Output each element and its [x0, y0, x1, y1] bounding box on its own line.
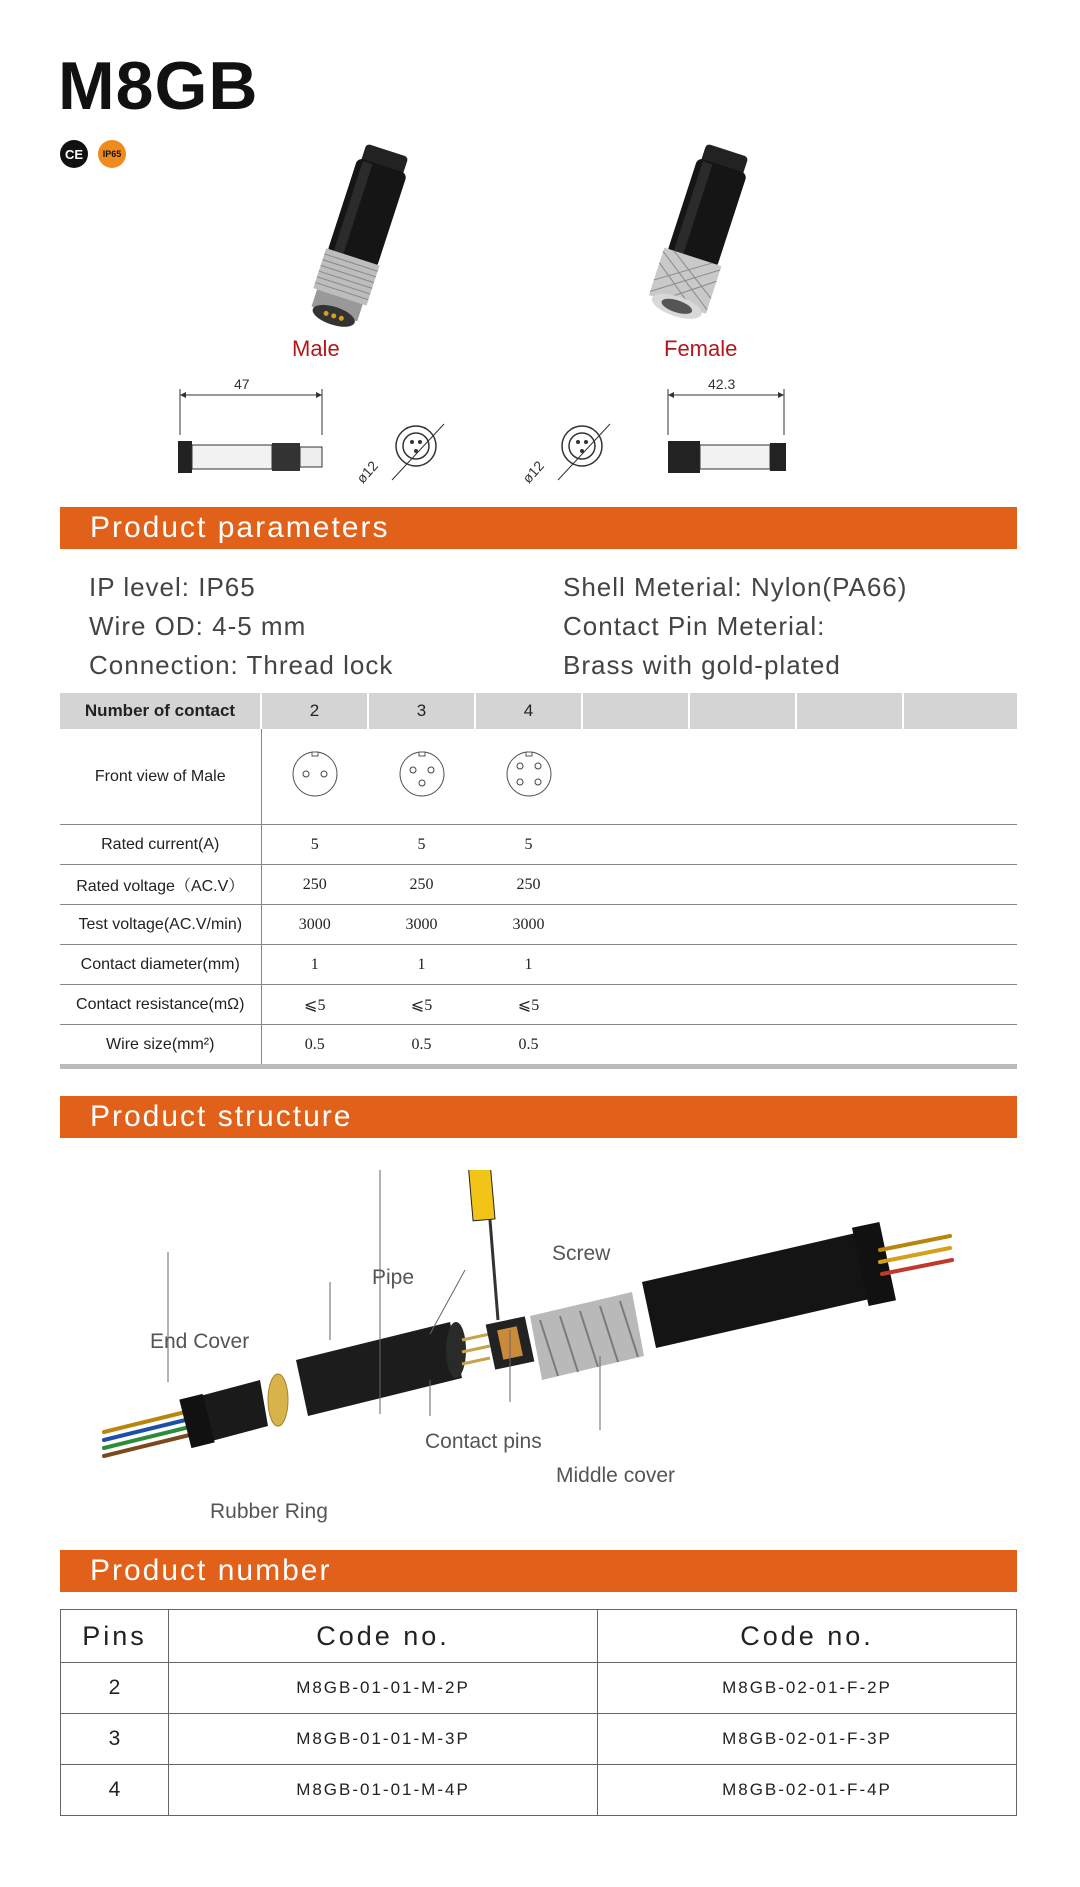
spec-value: 250	[261, 865, 368, 905]
screw-callout: Screw	[552, 1242, 611, 1265]
spec-row	[60, 825, 1017, 865]
param-wire-od: Wire OD: 4-5 mm	[89, 611, 307, 641]
spec-table	[60, 693, 1017, 1069]
spec-row-label: Contact diameter(mm)	[60, 945, 261, 985]
pipe-callout: Pipe	[372, 1266, 415, 1289]
table-row	[61, 1663, 1017, 1714]
spec-row	[60, 905, 1017, 945]
spec-value: 3000	[368, 905, 475, 945]
product-parameters-bar	[60, 507, 1017, 549]
male-label: Male	[292, 336, 340, 361]
spec-row-label: Test voltage(AC.V/min)	[60, 905, 261, 945]
spec-value: 5	[475, 825, 582, 865]
spec-value: 250	[475, 865, 582, 905]
spec-value: 3000	[475, 905, 582, 945]
contact-pins-callout: Contact pins	[425, 1430, 542, 1453]
spec-row	[60, 985, 1017, 1025]
end-cover-callout: End Cover	[150, 1330, 250, 1353]
product-number-bar	[60, 1550, 1017, 1592]
spec-value: 5	[261, 825, 368, 865]
col-pins: Pins	[61, 1610, 169, 1663]
pins-cell: 2	[61, 1663, 169, 1714]
spec-header-contact-2: 2	[261, 693, 368, 729]
spec-value: 0.5	[261, 1025, 368, 1067]
male-face-drawing	[388, 420, 458, 490]
middle-cover-callout: Middle cover	[556, 1464, 676, 1487]
code-male-cell: M8GB-01-01-M-2P	[169, 1663, 598, 1714]
spec-value: ⩽5	[261, 985, 368, 1025]
female-diameter-dimension: ø12	[519, 457, 548, 487]
spec-row-label: Front view of Male	[60, 729, 261, 825]
spec-row	[60, 945, 1017, 985]
spec-value: 5	[368, 825, 475, 865]
param-contact-pin-material: Contact Pin Meterial:	[563, 611, 826, 641]
spec-row-front-view	[60, 729, 1017, 825]
param-connection: Connection: Thread lock	[89, 650, 394, 680]
ce-mark-icon: CE	[60, 140, 88, 168]
spec-row-label: Rated voltage（AC.V）	[60, 865, 261, 905]
param-contact-pin-plating: Brass with gold-plated	[563, 650, 841, 680]
spec-value: 1	[261, 945, 368, 985]
male-diameter-dimension: ø12	[353, 457, 382, 487]
product-parameters-heading: Product parameters	[90, 511, 390, 544]
page-title: M8GB	[58, 48, 259, 124]
code-female-cell: M8GB-02-01-F-3P	[598, 1714, 1017, 1765]
spec-header-empty	[582, 693, 689, 729]
male-connector-image	[280, 140, 440, 330]
female-connector-image	[620, 140, 780, 330]
spec-value: 250	[368, 865, 475, 905]
spec-value: ⩽5	[368, 985, 475, 1025]
spec-row	[60, 865, 1017, 905]
front-view-cell	[368, 729, 475, 825]
spec-header-contact-4: 4	[475, 693, 582, 729]
female-face-drawing	[554, 420, 624, 490]
spec-header-empty	[689, 693, 796, 729]
product-number-heading: Product number	[90, 1554, 332, 1587]
code-male-cell: M8GB-01-01-M-3P	[169, 1714, 598, 1765]
rubber-ring-callout: Rubber Ring	[210, 1500, 328, 1523]
param-ip-level: IP level: IP65	[89, 572, 256, 602]
pins-cell: 3	[61, 1714, 169, 1765]
product-number-table	[60, 1609, 1017, 1816]
spec-row-label: Contact resistance(mΩ)	[60, 985, 261, 1025]
spec-header-label: Number of contact	[60, 693, 261, 729]
code-female-cell: M8GB-02-01-F-2P	[598, 1663, 1017, 1714]
female-label: Female	[664, 336, 738, 361]
code-female-cell: M8GB-02-01-F-4P	[598, 1765, 1017, 1816]
spec-header-empty	[796, 693, 903, 729]
col-code-male: Code no.	[169, 1610, 598, 1663]
three-pin-face-icon	[398, 750, 446, 798]
col-code-female: Code no.	[598, 1610, 1017, 1663]
male-dimension-drawing	[170, 375, 340, 485]
male-length-dimension: 47	[234, 376, 250, 392]
spec-value: 0.5	[368, 1025, 475, 1067]
spec-value: 3000	[261, 905, 368, 945]
spec-header-contact-3: 3	[368, 693, 475, 729]
spec-header-empty	[903, 693, 1017, 729]
four-pin-face-icon	[505, 750, 553, 798]
code-male-cell: M8GB-01-01-M-4P	[169, 1765, 598, 1816]
table-row	[61, 1714, 1017, 1765]
front-view-cell	[261, 729, 368, 825]
product-structure-bar	[60, 1096, 1017, 1138]
pins-cell: 4	[61, 1765, 169, 1816]
table-row	[61, 1765, 1017, 1816]
spec-row	[60, 1025, 1017, 1067]
product-structure-heading: Product structure	[90, 1100, 353, 1133]
spec-row-label: Wire size(mm²)	[60, 1025, 261, 1067]
spec-value: ⩽5	[475, 985, 582, 1025]
param-shell-material: Shell Meterial: Nylon(PA66)	[563, 572, 908, 602]
spec-value: 1	[368, 945, 475, 985]
spec-value: 1	[475, 945, 582, 985]
front-view-cell	[475, 729, 582, 825]
female-length-dimension: 42.3	[708, 376, 736, 392]
ip65-badge-icon: IP65	[98, 140, 126, 168]
two-pin-face-icon	[291, 750, 339, 798]
spec-value: 0.5	[475, 1025, 582, 1067]
spec-row-label: Rated current(A)	[60, 825, 261, 865]
